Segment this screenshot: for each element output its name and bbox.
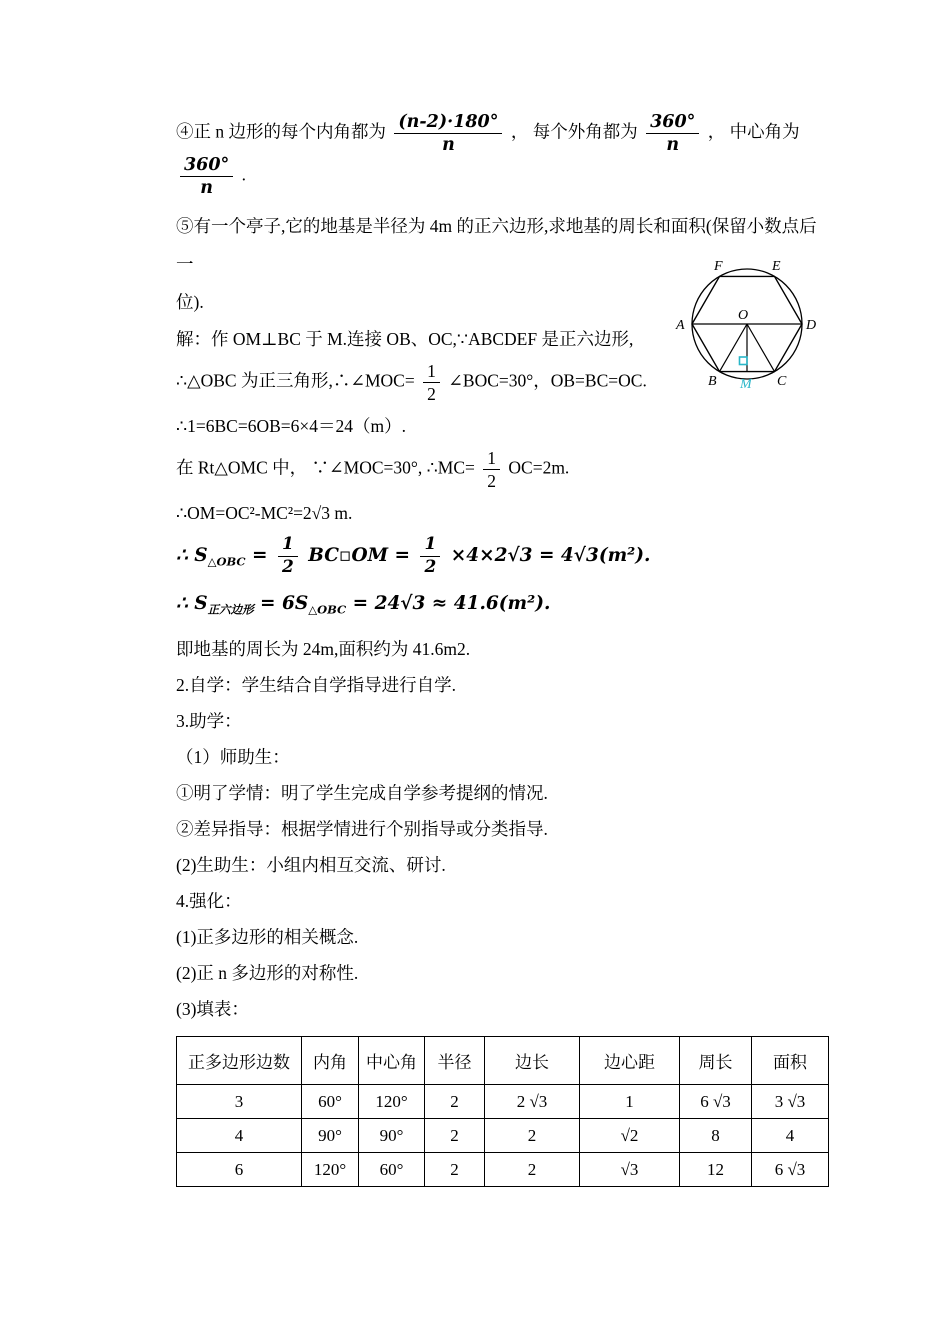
fraction-numerator: 360° bbox=[650, 112, 696, 132]
column-header: 面积 bbox=[752, 1037, 829, 1085]
fraction-numerator: 1 bbox=[424, 534, 437, 554]
table-cell: 2 bbox=[425, 1153, 485, 1187]
label-C: C bbox=[777, 374, 787, 389]
fraction-numerator: (n-2)·180° bbox=[398, 112, 499, 132]
fraction-numerator: 360° bbox=[184, 155, 230, 176]
text-segment: ， 每个外角都为 bbox=[510, 121, 638, 142]
paragraph-learning-status bbox=[176, 779, 830, 808]
paragraph-peer-assist bbox=[176, 851, 830, 880]
text-segment: 位). bbox=[176, 291, 204, 312]
text-segment: BC▫OM = bbox=[308, 545, 417, 567]
text-segment: ④正 n 边形的每个内角都为 bbox=[176, 121, 386, 142]
paragraph-concepts bbox=[176, 923, 830, 952]
table-cell: 3 bbox=[177, 1085, 302, 1119]
table-cell: √2 bbox=[580, 1119, 680, 1153]
table-cell: 90° bbox=[302, 1119, 359, 1153]
text-segment: = 24√3 ≈ 41.6(m²). bbox=[346, 592, 551, 614]
text-segment: （1）师助生： bbox=[176, 747, 290, 768]
text-segment: ∴1=6BC=6OB=6×4＝24（m）. bbox=[176, 415, 407, 436]
column-header: 半径 bbox=[425, 1037, 485, 1085]
table-cell: 120° bbox=[359, 1085, 425, 1119]
table-cell: 1 bbox=[580, 1085, 680, 1119]
fraction-one-half bbox=[483, 448, 500, 491]
polygon-table bbox=[176, 1036, 829, 1187]
column-header: 边心距 bbox=[580, 1037, 680, 1085]
solution-line-3 bbox=[176, 412, 830, 441]
label-O: O bbox=[738, 308, 749, 323]
fraction-denominator: 2 bbox=[278, 556, 298, 578]
subscript-hexagon: 正六边形 bbox=[207, 602, 254, 617]
hexagon-figure-svg bbox=[668, 254, 826, 400]
text-segment: 解：作 OM⊥BC 于 M.连接 OB、OC,∵ABCDEF 是正六边形, bbox=[176, 328, 634, 349]
label-B: B bbox=[708, 374, 717, 389]
paragraph-self-study bbox=[176, 671, 830, 700]
table-cell: 2 bbox=[425, 1085, 485, 1119]
table-cell: 6 √3 bbox=[752, 1153, 829, 1187]
table-cell: 2 bbox=[425, 1119, 485, 1153]
text-segment: ∴ bbox=[176, 545, 195, 567]
text-segment: OC=2m. bbox=[508, 457, 570, 478]
text-segment: ， 中心角为 bbox=[707, 121, 800, 142]
equation-area-triangle bbox=[176, 535, 830, 578]
table-cell: 8 bbox=[680, 1119, 752, 1153]
table-cell: 4 bbox=[177, 1119, 302, 1153]
paragraph-differentiated-guidance bbox=[176, 815, 830, 844]
column-header: 周长 bbox=[680, 1037, 752, 1085]
paragraph-assist bbox=[176, 707, 830, 736]
column-header: 中心角 bbox=[359, 1037, 425, 1085]
text-segment: ②差异指导：根据学情进行个别指导或分类指导. bbox=[176, 819, 548, 840]
paragraph-fill-table bbox=[176, 995, 830, 1024]
text-segment: 在 Rt△OMC 中， ∵∠MOC=30°, ∴MC= bbox=[176, 457, 475, 478]
text-segment: ∴△OBC 为正三角形,∴∠MOC= bbox=[176, 370, 415, 391]
label-D: D bbox=[806, 318, 817, 333]
text-segment: (1)正多边形的相关概念. bbox=[176, 927, 359, 948]
table-row bbox=[177, 1085, 829, 1119]
label-F: F bbox=[714, 259, 723, 274]
table-cell: 6 √3 bbox=[680, 1085, 752, 1119]
text-segment: ×4×2√3 = 4√3(m²). bbox=[450, 545, 651, 567]
table-row bbox=[177, 1153, 829, 1187]
text-segment: . bbox=[241, 164, 247, 185]
column-header: 正多边形边数 bbox=[177, 1037, 302, 1085]
fraction-denominator: n bbox=[394, 133, 502, 155]
table-row bbox=[177, 1119, 829, 1153]
text-segment: 2.自学：学生结合自学指导进行自学. bbox=[176, 675, 456, 696]
subscript-obc: △OBC bbox=[207, 554, 246, 569]
fraction-denominator: n bbox=[646, 133, 699, 155]
fraction-interior-angle bbox=[394, 112, 502, 155]
symbol-S: S bbox=[294, 592, 309, 614]
table-cell: 6 bbox=[177, 1153, 302, 1187]
text-segment: 3.助学： bbox=[176, 711, 242, 732]
hexagon-figure bbox=[668, 254, 826, 400]
text-segment: ∠BOC=30°，OB=BC=OC. bbox=[448, 370, 647, 391]
table-cell: 90° bbox=[359, 1119, 425, 1153]
table-header-row bbox=[177, 1037, 829, 1085]
text-segment: ①明了学情：明了学生完成自学参考提纲的情况. bbox=[176, 783, 548, 804]
fraction-denominator: n bbox=[180, 176, 233, 198]
table-cell: 120° bbox=[302, 1153, 359, 1187]
text-segment: 4.强化： bbox=[176, 891, 242, 912]
table-cell: 60° bbox=[359, 1153, 425, 1187]
table-cell: √3 bbox=[580, 1153, 680, 1187]
solution-line-4 bbox=[176, 448, 830, 491]
paragraph-symmetry bbox=[176, 959, 830, 988]
fraction-denominator: 2 bbox=[423, 382, 440, 404]
fraction-numerator: 1 bbox=[487, 447, 497, 468]
text-segment: ∴OM=OC²-MC²=2√3 m. bbox=[176, 503, 353, 523]
paragraph-teacher-assist bbox=[176, 743, 830, 772]
label-A: A bbox=[676, 318, 685, 333]
fraction-numerator: 1 bbox=[281, 534, 294, 554]
text-segment: ⑤有一个亭子,它的地基是半径为 4m 的正六边形,求地基的周长和面积(保留小数点后一 bbox=[176, 215, 817, 274]
text-segment: = 6 bbox=[253, 592, 295, 614]
table-cell: 60° bbox=[302, 1085, 359, 1119]
text-segment: (2)正 n 多边形的对称性. bbox=[176, 963, 359, 984]
subscript-obc: △OBC bbox=[308, 602, 347, 617]
paragraph-angle-formulas bbox=[176, 112, 830, 199]
fraction-denominator: 2 bbox=[483, 469, 500, 491]
column-header: 内角 bbox=[302, 1037, 359, 1085]
label-M: M bbox=[740, 377, 752, 392]
table-cell: 2 √3 bbox=[485, 1085, 580, 1119]
fraction-numerator: 1 bbox=[427, 360, 436, 381]
fraction-one-half bbox=[278, 535, 298, 577]
fraction-central-angle bbox=[180, 155, 233, 198]
column-header: 边长 bbox=[485, 1037, 580, 1085]
text-segment: (3)填表： bbox=[176, 999, 249, 1020]
text-segment: = bbox=[245, 545, 274, 567]
table-cell: 3 √3 bbox=[752, 1085, 829, 1119]
paragraph-reinforce bbox=[176, 887, 830, 916]
text-segment: 即地基的周长为 24m,面积约为 41.6m2. bbox=[176, 639, 471, 660]
segment-OC bbox=[747, 324, 775, 372]
equation-area-hexagon bbox=[176, 588, 830, 626]
conclusion-line bbox=[176, 635, 830, 664]
fraction-one-half bbox=[420, 535, 440, 577]
symbol-S: S bbox=[194, 545, 208, 567]
table-cell: 2 bbox=[485, 1119, 580, 1153]
fraction-exterior-angle bbox=[646, 112, 699, 155]
fraction-denominator: 2 bbox=[420, 556, 440, 578]
table-cell: 12 bbox=[680, 1153, 752, 1187]
fraction-one-half bbox=[423, 361, 440, 404]
table-cell: 4 bbox=[752, 1119, 829, 1153]
label-E: E bbox=[772, 259, 781, 274]
text-segment: (2)生助生：小组内相互交流、研讨. bbox=[176, 855, 446, 876]
solution-line-5 bbox=[176, 499, 830, 528]
text-segment: ∴ bbox=[176, 592, 195, 614]
right-angle-icon bbox=[740, 357, 748, 365]
symbol-S: S bbox=[194, 592, 208, 614]
table-cell: 2 bbox=[485, 1153, 580, 1187]
